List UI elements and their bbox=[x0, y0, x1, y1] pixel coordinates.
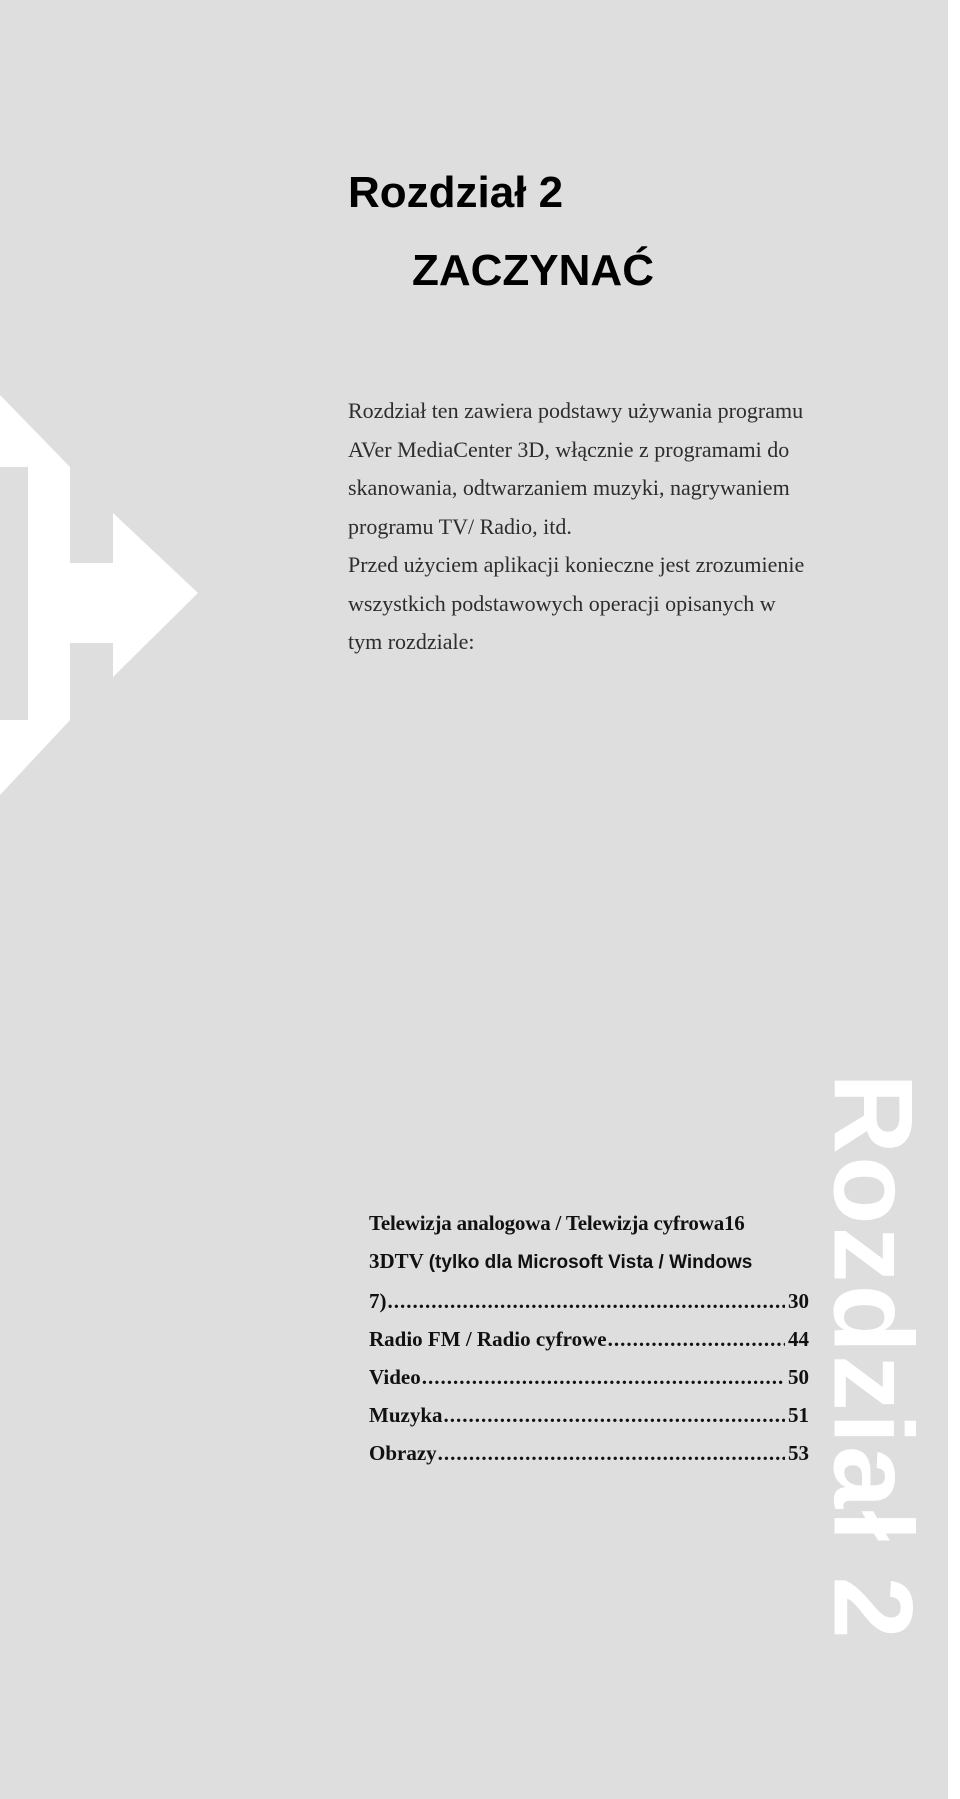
intro-text bbox=[348, 392, 808, 662]
toc-item-music[interactable] bbox=[369, 1396, 809, 1434]
toc-leader-dots bbox=[438, 1434, 785, 1472]
toc-item-images[interactable] bbox=[369, 1434, 809, 1472]
toc-item-label: Radio FM / Radio cyfrowe bbox=[369, 1327, 607, 1351]
intro-paragraph: Rozdział ten zawiera podstawy używania programu AVer MediaCenter 3D, włącznie z programami do skanowania, odtwarzaniem muzyki, nagrywaniem programu TV/ Radio, itd. bbox=[348, 398, 804, 539]
table-of-contents bbox=[369, 1204, 809, 1472]
intro-paragraph: Przed użyciem aplikacji konieczne jest zrozumienie wszystkich podstawowych operacji opisanych w tym rozdziale: bbox=[348, 552, 805, 654]
toc-leader-dots bbox=[444, 1396, 786, 1434]
toc-item-label: Telewizja analogowa / Telewizja cyfrowa bbox=[369, 1211, 724, 1235]
side-tab-label: Rozdział 2 bbox=[810, 1073, 936, 1641]
toc-item-3dtv[interactable] bbox=[369, 1242, 809, 1282]
toc-item-page: 44 bbox=[788, 1327, 809, 1351]
toc-item-label: 7) bbox=[369, 1289, 387, 1313]
toc-item-label-note: (tylko dla Microsoft Vista / Windows bbox=[428, 1252, 753, 1273]
toc-item-radio[interactable] bbox=[369, 1320, 809, 1358]
chapter-title: Rozdział 2 bbox=[348, 168, 564, 217]
toc-leader-dots bbox=[388, 1282, 786, 1320]
toc-item-label: 3DTV bbox=[369, 1249, 429, 1273]
chapter-side-tab bbox=[810, 972, 936, 1742]
page-edge bbox=[948, 0, 960, 1799]
toc-item-page: 30 bbox=[788, 1289, 809, 1313]
toc-item-page: 51 bbox=[788, 1403, 809, 1427]
toc-leader-dots bbox=[608, 1320, 785, 1358]
toc-item-page: 16 bbox=[724, 1211, 745, 1235]
toc-item-analog-digital-tv[interactable] bbox=[369, 1204, 809, 1242]
toc-leader-dots bbox=[422, 1358, 785, 1396]
toc-item-page: 50 bbox=[788, 1365, 809, 1389]
toc-item-video[interactable] bbox=[369, 1358, 809, 1396]
chapter-subtitle: ZACZYNAĆ bbox=[412, 246, 654, 295]
toc-item-page: 53 bbox=[788, 1441, 809, 1465]
toc-item-label: Video bbox=[369, 1365, 421, 1389]
toc-item-label: Obrazy bbox=[369, 1441, 437, 1465]
toc-item-3dtv-continued[interactable] bbox=[369, 1282, 809, 1320]
toc-item-label: Muzyka bbox=[369, 1403, 443, 1427]
arrow-decoration-icon bbox=[0, 395, 205, 795]
